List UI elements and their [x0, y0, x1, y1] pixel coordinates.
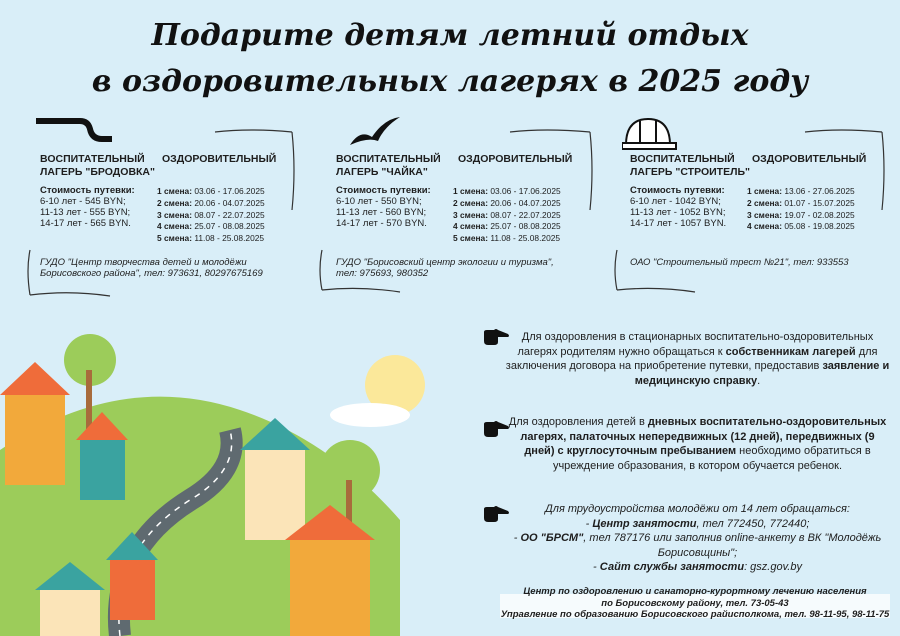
title-line-1: Подарите детям летний отдых	[151, 18, 749, 53]
cost-item: 14-17 лет - 570 BYN.	[336, 218, 427, 229]
info-block-day-camps: Для оздоровления детей в дневных воспитательно-оздоровительных лагерях, палаточных непередвижных (12 дней), передвижных (9 дней) с круглосуточным пребыванием необходимо обратиться в учреждение образования, в котором обучается ребенок.	[508, 416, 887, 472]
cost-header: Стоимость путевки:	[630, 185, 725, 196]
shift-item: 4 смена: 05.08 - 19.08.2025	[747, 221, 855, 232]
camp-name-line2: ЛАГЕРЬ "БРОДОВКА"	[40, 166, 155, 178]
employment-line: - Сайт службы занятости: gsz.gov.by	[593, 561, 802, 573]
shift-item: 5 смена: 11.08 - 25.08.2025	[157, 233, 265, 244]
camp-name-line2: ЛАГЕРЬ "ЧАЙКА"	[336, 166, 428, 178]
shift-item: 4 смена: 25.07 - 08.08.2025	[453, 221, 561, 232]
vine-decoration	[0, 110, 900, 305]
shift-item: 3 смена: 08.07 - 22.07.2025	[157, 209, 265, 220]
shift-item: 3 смена: 19.07 - 02.08.2025	[747, 209, 855, 220]
camp-name-left: ВОСПИТАТЕЛЬНЫЙ	[630, 153, 735, 165]
shift-item: 1 смена: 03.06 - 17.06.2025	[453, 186, 561, 196]
cost-item: 14-17 лет - 565 BYN.	[40, 218, 131, 229]
shift-item: 2 смена: 01.07 - 15.07.2025	[747, 197, 855, 208]
footer-line: Управление по образованию Борисовского райисполкома, тел. 98-11-95, 98-11-75	[500, 609, 890, 620]
info-block-camps: Для оздоровления в стационарных воспитательно-оздоровительных лагерях родителям нужно обращаться к собственникам лагерей для заключения договора на приобретение путевки, предоставив заявление и медицинскую справку.	[505, 331, 890, 387]
shift-item: 5 смена: 11.08 - 25.08.2025	[453, 233, 561, 244]
cost-item: 14-17 лет - 1057 BYN.	[630, 218, 727, 229]
camp-organizer: ГУДО "Борисовский центр экологии и туризма", тел: 975693, 980352	[336, 257, 554, 279]
footer-contacts	[500, 586, 890, 621]
cost-item: 11-13 лет - 555 BYN;	[40, 207, 131, 218]
cost-item: 11-13 лет - 1052 BYN;	[630, 207, 726, 218]
shift-item: 2 смена: 20.06 - 04.07.2025	[157, 197, 265, 208]
footer-line: по Борисовскому району, тел. 73-05-43	[601, 597, 789, 609]
camp-name-right: ОЗДОРОВИТЕЛЬНЫЙ	[458, 153, 573, 165]
shift-item: 1 смена: 03.06 - 17.06.2025	[157, 186, 265, 196]
cost-header: Стоимость путевки:	[336, 185, 431, 196]
camp-name-left: ВОСПИТАТЕЛЬНЫЙ	[40, 153, 145, 165]
cost-header: Стоимость путевки:	[40, 185, 135, 196]
camp-name-line2: ЛАГЕРЬ "СТРОИТЕЛЬ"	[630, 166, 750, 178]
camp-name-right: ОЗДОРОВИТЕЛЬНЫЙ	[162, 153, 277, 165]
cost-item: 11-13 лет - 560 BYN;	[336, 207, 427, 218]
footer-line: Центр по оздоровлению и санаторно-курортному лечению населения	[523, 586, 867, 597]
employment-intro: Для трудоустройства молодёжи от 14 лет обращаться:	[545, 503, 850, 515]
info-block-employment	[505, 502, 890, 575]
shift-item: 3 смена: 08.07 - 22.07.2025	[453, 209, 561, 220]
camp-organizer: ОАО "Строительный трест №21", тел: 933553	[630, 257, 849, 268]
shift-item: 4 смена: 25.07 - 08.08.2025	[157, 221, 265, 232]
cost-item: 6-10 лет - 1042 BYN;	[630, 196, 721, 207]
title-line-2: в оздоровительных лагерях в 2025 году	[91, 64, 809, 99]
shift-item: 2 смена: 20.06 - 04.07.2025	[453, 197, 561, 208]
cost-item: 6-10 лет - 550 BYN;	[336, 196, 422, 207]
camp-organizer: ГУДО "Центр творчества детей и молодёжи Борисовского района", тел: 973631, 80297675169	[40, 257, 263, 279]
shift-item: 1 смена: 13.06 - 27.06.2025	[747, 186, 855, 196]
cost-item: 6-10 лет - 545 BYN;	[40, 196, 126, 207]
village-illustration	[0, 300, 470, 636]
camp-name-right: ОЗДОРОВИТЕЛЬНЫЙ	[752, 153, 867, 165]
employment-line: - Центр занятости, тел 772450, 772440;	[585, 517, 810, 530]
employment-line: - ОО "БРСМ", тел 787176 или заполнив online-анкету в ВК "Молодёжь Борисовщины";	[513, 532, 882, 559]
camp-name-left: ВОСПИТАТЕЛЬНЫЙ	[336, 153, 441, 165]
